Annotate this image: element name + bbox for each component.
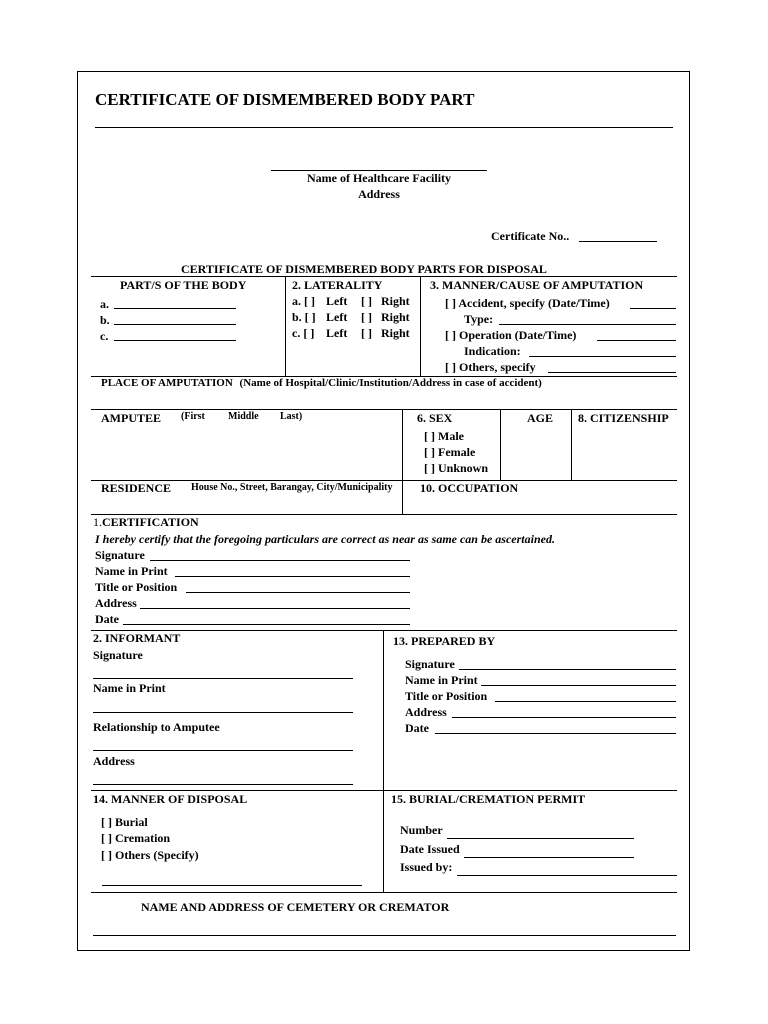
age-heading: AGE xyxy=(527,411,554,425)
laterality-row-c[interactable] xyxy=(292,326,410,341)
sex-heading: 6. SEX xyxy=(417,411,453,425)
others-option[interactable]: [ ] Others, specify xyxy=(445,360,536,374)
amputee-first-hint: (First xyxy=(181,411,205,422)
form-title: CERTIFICATE OF DISMEMBERED BODY PART xyxy=(95,90,475,109)
prepared-address-label: Address xyxy=(405,705,447,719)
laterality-a-right-label: Right xyxy=(381,294,410,308)
disposal-cremation-option[interactable]: [ ] Cremation xyxy=(101,831,171,845)
cert-name-label: Name in Print xyxy=(95,564,168,578)
section1-divider-2 xyxy=(420,276,421,376)
cert-address-line[interactable] xyxy=(140,608,410,609)
cert-title-line[interactable] xyxy=(186,592,410,593)
type-line[interactable] xyxy=(499,324,676,325)
cert-name-line[interactable] xyxy=(175,576,410,577)
cert-date-line[interactable] xyxy=(123,624,410,625)
sex-female-option[interactable]: [ ] Female xyxy=(424,445,476,459)
informant-name-line[interactable] xyxy=(93,712,353,713)
disposal-others-option[interactable]: [ ] Others (Specify) xyxy=(101,848,199,862)
certificate-form xyxy=(77,71,690,951)
indication-label: Indication: xyxy=(464,344,521,358)
prepared-name-label: Name in Print xyxy=(405,673,478,687)
prepared-name-line[interactable] xyxy=(481,685,676,686)
sex-unknown-option[interactable]: [ ] Unknown xyxy=(424,461,489,475)
prepared-date-line[interactable] xyxy=(435,733,676,734)
facility-label: Name of Healthcare Facility xyxy=(306,171,452,185)
title-underline xyxy=(95,127,673,128)
informant-name-label: Name in Print xyxy=(93,681,166,695)
manner-heading: 3. MANNER/CAUSE OF AMPUTATION xyxy=(430,278,644,292)
certification-heading: CERTIFICATION xyxy=(102,515,199,529)
indication-line[interactable] xyxy=(529,356,676,357)
laterality-c-left-checkbox[interactable]: c. [ ] xyxy=(292,326,315,340)
informant-address-line[interactable] xyxy=(93,784,353,785)
amputee-last-hint: Last) xyxy=(280,411,303,422)
part-a-line[interactable] xyxy=(114,308,236,309)
residence-top-border xyxy=(91,480,677,481)
prepared-heading: 13. PREPARED BY xyxy=(393,634,496,648)
informant-signature-label: Signature xyxy=(93,648,143,662)
prepared-signature-line[interactable] xyxy=(459,669,676,670)
permit-date-line[interactable] xyxy=(464,857,634,858)
informant-address-label: Address xyxy=(93,754,135,768)
parts-heading: PART/S OF THE BODY xyxy=(120,278,247,292)
section1-divider-1 xyxy=(285,276,286,376)
informant-signature-line[interactable] xyxy=(93,678,353,679)
part-b-label: b. xyxy=(100,313,110,327)
residence-label: RESIDENCE xyxy=(101,481,172,495)
address-label: Address xyxy=(358,187,400,201)
laterality-heading: 2. LATERALITY xyxy=(292,278,383,292)
laterality-row-b[interactable] xyxy=(292,310,410,325)
permit-issued-label: Issued by: xyxy=(400,860,453,874)
prepared-title-line[interactable] xyxy=(495,701,676,702)
certificate-number-label: Certificate No.. xyxy=(491,229,570,243)
laterality-b-right-label: Right xyxy=(381,310,410,324)
certification-heading-row xyxy=(93,515,199,530)
amputee-divider-2 xyxy=(500,409,501,480)
amputee-divider-1 xyxy=(402,409,403,480)
residence-divider xyxy=(402,480,403,514)
amputee-divider-3 xyxy=(571,409,572,480)
laterality-b-right-checkbox[interactable]: [ ] xyxy=(361,310,372,324)
amputee-label: AMPUTEE xyxy=(101,411,161,425)
form-subtitle: CERTIFICATE OF DISMEMBERED BODY PARTS FOR DISPOSAL xyxy=(181,262,547,276)
type-label: Type: xyxy=(464,312,494,326)
amputee-middle-hint: Middle xyxy=(228,411,259,422)
disposal-heading: 14. MANNER OF DISPOSAL xyxy=(93,792,248,806)
cert-title-label: Title or Position xyxy=(95,580,178,594)
place-hint: (Name of Hospital/Clinic/Institution/Address in case of accident) xyxy=(239,377,542,389)
amputee-top-border xyxy=(91,409,677,410)
informant-relationship-label: Relationship to Amputee xyxy=(93,720,220,734)
permit-number-label: Number xyxy=(400,823,443,837)
laterality-b-left-checkbox[interactable]: b. [ ] xyxy=(292,310,316,324)
accident-option[interactable]: [ ] Accident, specify (Date/Time) xyxy=(445,296,610,310)
laterality-a-left-label: Left xyxy=(326,294,348,308)
others-line[interactable] xyxy=(548,372,676,373)
prepared-address-line[interactable] xyxy=(452,717,676,718)
place-label: PLACE OF AMPUTATION xyxy=(101,377,233,389)
laterality-a-left-checkbox[interactable]: a. [ ] xyxy=(292,294,315,308)
informant-relationship-line[interactable] xyxy=(93,750,353,751)
residence-hint: House No., Street, Barangay, City/Municipality xyxy=(191,482,393,493)
informant-heading: 2. INFORMANT xyxy=(93,631,181,645)
laterality-row-a[interactable] xyxy=(292,294,410,309)
accident-line[interactable] xyxy=(630,308,676,309)
cert-date-label: Date xyxy=(95,612,119,626)
cemetery-line[interactable] xyxy=(93,935,676,936)
prepared-signature-label: Signature xyxy=(405,657,455,671)
cert-signature-line[interactable] xyxy=(150,560,410,561)
permit-heading: 15. BURIAL/CREMATION PERMIT xyxy=(391,792,586,806)
occupation-heading: 10. OCCUPATION xyxy=(420,481,519,495)
part-c-line[interactable] xyxy=(114,340,236,341)
disposal-others-line[interactable] xyxy=(102,885,362,886)
lower-center-divider xyxy=(383,630,384,892)
certification-number: 1. xyxy=(93,515,102,529)
permit-date-label: Date Issued xyxy=(400,842,460,856)
prepared-date-label: Date xyxy=(405,721,429,735)
laterality-a-right-checkbox[interactable]: [ ] xyxy=(361,294,372,308)
operation-line[interactable] xyxy=(597,340,676,341)
cert-signature-label: Signature xyxy=(95,548,145,562)
operation-option[interactable]: [ ] Operation (Date/Time) xyxy=(445,328,577,342)
citizenship-heading: 8. CITIZENSHIP xyxy=(578,411,669,425)
certificate-number-line[interactable] xyxy=(579,241,657,242)
permit-number-line[interactable] xyxy=(447,838,634,839)
permit-issued-line[interactable] xyxy=(457,875,677,876)
laterality-c-right-checkbox[interactable]: [ ] xyxy=(361,326,372,340)
cemetery-label: NAME AND ADDRESS OF CEMETERY OR CREMATOR xyxy=(141,900,450,914)
place-of-amputation-label xyxy=(101,377,542,389)
disposal-top-border xyxy=(91,790,677,791)
section1-top-border xyxy=(91,276,677,277)
sex-male-option[interactable]: [ ] Male xyxy=(424,429,464,443)
part-c-label: c. xyxy=(100,329,109,343)
part-b-line[interactable] xyxy=(114,324,236,325)
cert-address-label: Address xyxy=(95,596,137,610)
laterality-c-right-label: Right xyxy=(381,326,410,340)
disposal-burial-option[interactable]: [ ] Burial xyxy=(101,815,148,829)
cemetery-top-border xyxy=(91,892,677,893)
part-a-label: a. xyxy=(100,297,109,311)
laterality-c-left-label: Left xyxy=(326,326,348,340)
certification-statement: I hereby certify that the foregoing particulars are correct as near as same can be ascertained. xyxy=(95,532,555,546)
laterality-b-left-label: Left xyxy=(326,310,348,324)
prepared-title-label: Title or Position xyxy=(405,689,488,703)
